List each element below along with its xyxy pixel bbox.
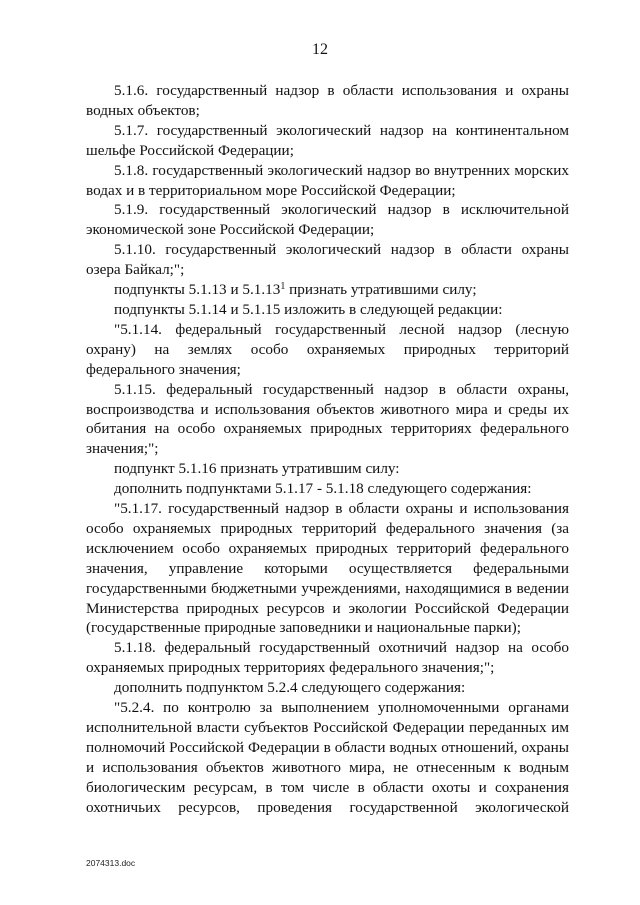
footnote-superscript: 1 bbox=[280, 281, 286, 293]
paragraph-5-1-14: "5.1.14. федеральный государственный лесной надзор (лесную охрану) на землях особо охраняемых природных территорий федерального значения; bbox=[86, 320, 569, 378]
paragraph-add-5-1-17: дополнить подпунктами 5.1.17 - 5.1.18 следующего содержания: bbox=[114, 480, 532, 498]
file-code-footer: 2074313.doc bbox=[86, 858, 136, 868]
paragraph-repeal-5-1-16: подпункт 5.1.16 признать утратившим силу: bbox=[114, 460, 400, 478]
repeal-text-tail: признать утратившими силу; bbox=[285, 281, 477, 299]
paragraph-5-2-4: "5.2.4. по контролю за выполнением уполномоченными органами исполнительной власти субъектов Российской Федерации переданных им полномочий Российской Федерации в области водных отношений, охраны и использования объектов животного мира, не отнесенным к водным биологическим ресурсам, в том числе в области охоты и сохранения охотничьих ресурсов, проведения государственной экологической bbox=[86, 699, 569, 816]
paragraph-5-1-6: 5.1.6. государственный надзор в области использования и охраны водных объектов; bbox=[86, 82, 569, 119]
paragraph-amend-5-1-14: подпункты 5.1.14 и 5.1.15 изложить в следующей редакции: bbox=[114, 300, 503, 318]
paragraph-5-1-8: 5.1.8. государственный экологический надзор во внутренних морских водах и в территориальном море Российской Федерации; bbox=[86, 161, 569, 199]
paragraph-5-1-18: 5.1.18. федеральный государственный охотничий надзор на особо охраняемых природных территориях федерального значения;"; bbox=[86, 639, 569, 677]
paragraph-5-1-10: 5.1.10. государственный экологический надзор в области охраны озера Байкал;"; bbox=[86, 241, 569, 279]
paragraph-add-5-2-4: дополнить подпунктом 5.2.4 следующего содержания: bbox=[114, 679, 466, 697]
repeal-text: подпункты 5.1.13 и 5.1.13 bbox=[114, 281, 281, 299]
paragraph-5-1-17: "5.1.17. государственный надзор в области охраны и использования особо охраняемых природных территорий федерального значения (за исключением особо охраняемых природных территорий федерального значения, управление которыми осуществляется федеральными государственными бюджетными учреждениями, находящимися в ведении Министерства природных ресурсов и экологии Российской Федерации (государственные природные заповедники и национальные парки); bbox=[86, 500, 569, 637]
paragraph-5-1-7: 5.1.7. государственный экологический надзор на континентальном шельфе Российской Федерации; bbox=[86, 121, 569, 159]
document-body bbox=[86, 81, 569, 818]
page-number: 12 bbox=[312, 41, 328, 58]
paragraph-5-1-15: 5.1.15. федеральный государственный надзор в области охраны, воспроизводства и использования объектов животного мира и среды их обитания на особо охраняемых природных территориях федерального значения;"; bbox=[86, 380, 569, 458]
paragraph-repeal-5-1-13 bbox=[86, 280, 569, 300]
paragraph-5-1-9: 5.1.9. государственный экологический надзор в исключительной экономической зоне Российской Федерации; bbox=[86, 201, 569, 239]
